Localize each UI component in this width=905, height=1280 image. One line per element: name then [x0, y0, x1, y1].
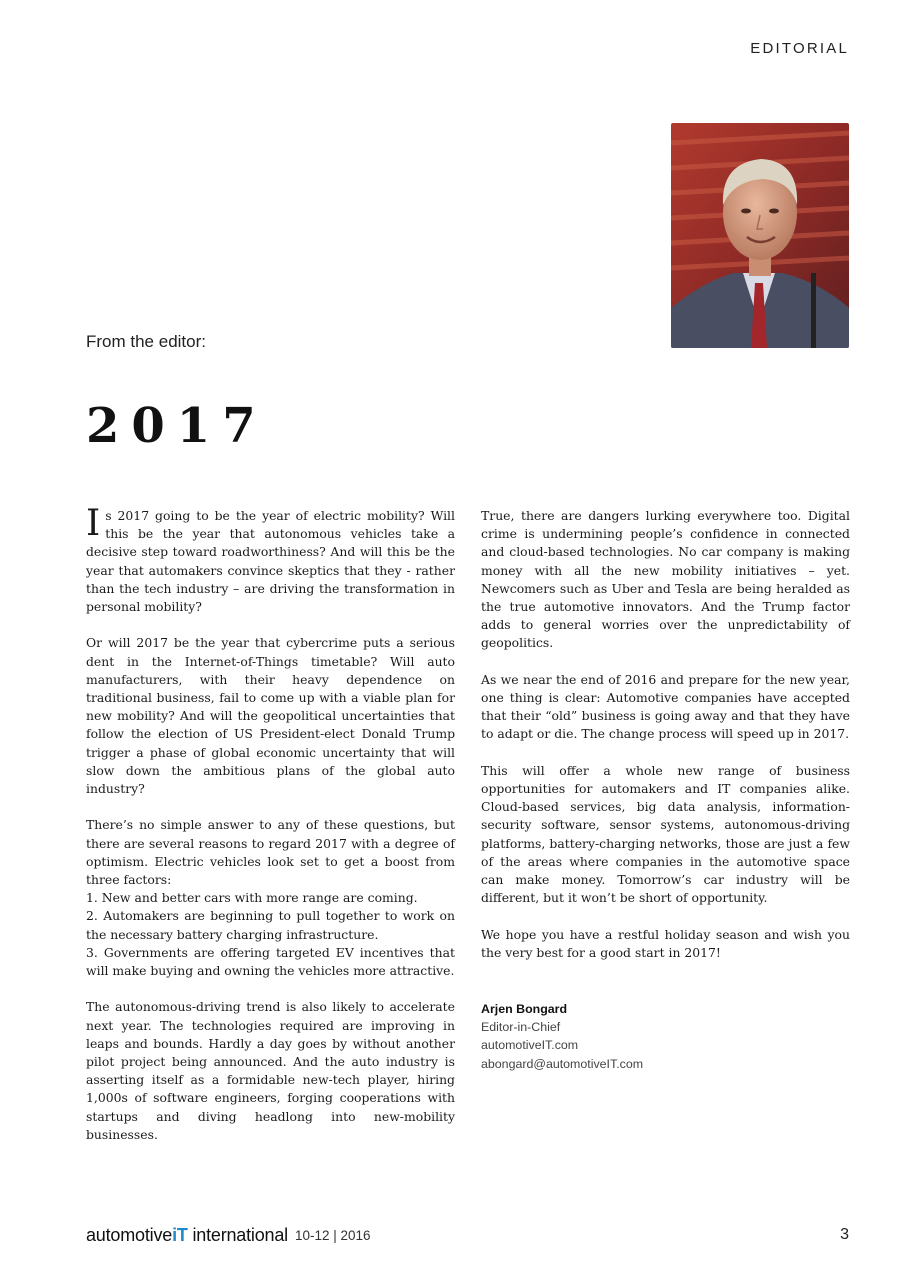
paragraph: Or will 2017 be the year that cybercrime puts a serious dent in the Internet-of-Things timetable? Will auto manufacturers, with their heavy dependence on traditional business, fail to come up with a viable plan for new mobility? And will the geopolitical uncertainties that follow the election of US President-elect Donald Trump trigger a phase of global economic uncertainty that will slow down the ambitious plans of the global auto industry?: [86, 635, 455, 797]
logo-it: iT: [172, 1225, 188, 1245]
logo-prefix: automotive: [86, 1225, 173, 1245]
publication-logo: [86, 1225, 288, 1246]
paragraph-text: s 2017 going to be the year of electric mobility? Will this be the year that autonomous vehicles take a decisive step toward roadworthiness? And will this be the year that automakers convince skeptics that they - rather than the tech industry – are driving the transformation in personal mobility?: [86, 508, 455, 615]
author-signature: [481, 1000, 643, 1073]
editor-portrait-photo: [671, 123, 849, 348]
page-footer: [86, 1225, 849, 1249]
paragraph: There’s no simple answer to any of these questions, but there are several reasons to regard 2017 with a degree of optimism. Electric vehicles look set to get a boost from three factors:: [86, 817, 455, 888]
issue-date: 10-12 | 2016: [295, 1228, 371, 1243]
paragraph: As we near the end of 2016 and prepare for the new year, one thing is clear: Automotive companies have accepted that their “old” business is going away and that they have to adapt or die. The change process will speed up in 2017.: [481, 671, 850, 742]
paragraph: [86, 503, 455, 616]
paragraph: This will offer a whole new range of business opportunities for automakers and IT companies alike. Cloud-based services, big data analysis, information-security software, sensor systems, autonomous-driving platforms, battery-charging networks, those are just a few of the areas where companies in the automotive space can make money. Tomorrow’s car industry will be different, but it won’t be short of opportunity.: [481, 762, 850, 906]
paragraph: We hope you have a restful holiday season and wish you the very best for a good start in 2017!: [481, 926, 850, 960]
article-right-column: [481, 507, 850, 980]
author-website-link[interactable]: automotiveIT.com: [481, 1038, 579, 1053]
paragraph: The autonomous-driving trend is also likely to accelerate next year. The technologies required are improving in leaps and bounds. Hardly a day goes by without another pilot project being announced. And the auto industry is asserting itself as a formidable new-tech player, hiring 1,000s of software engineers, forging cooperations with startups and diving headlong into new-mobility businesses.: [86, 999, 455, 1142]
list-item: 2. Automakers are beginning to pull together to work on the necessary battery charging infrastructure.: [86, 908, 455, 942]
paragraph: True, there are dangers lurking everywhere too. Digital crime is undermining people’s confidence in connected and cloud-based technologies. No car company is making money with all the new mobility initiatives – yet. Newcomers such as Uber and Tesla are being heralded as the true automotive innovators. And the Trump factor adds to general worries over the unpredictability of geopolitics.: [481, 508, 850, 651]
section-label: EDITORIAL: [750, 40, 849, 57]
list-item: 3. Governments are offering targeted EV incentives that will make buying and owning the vehicles more attractive.: [86, 944, 455, 979]
author-title: Editor-in-Chief: [481, 1020, 561, 1035]
kicker: From the editor:: [86, 332, 206, 351]
page-number: 3: [840, 1226, 849, 1243]
headline: 2017: [86, 398, 268, 454]
logo-suffix: international: [187, 1225, 288, 1245]
article-left-column: [86, 503, 455, 1162]
author-email-link[interactable]: abongard@automotiveIT.com: [481, 1056, 644, 1071]
author-name: Arjen Bongard: [481, 1002, 568, 1016]
drop-cap: I: [86, 503, 101, 544]
list-item: 1. New and better cars with more range are coming.: [86, 890, 418, 906]
